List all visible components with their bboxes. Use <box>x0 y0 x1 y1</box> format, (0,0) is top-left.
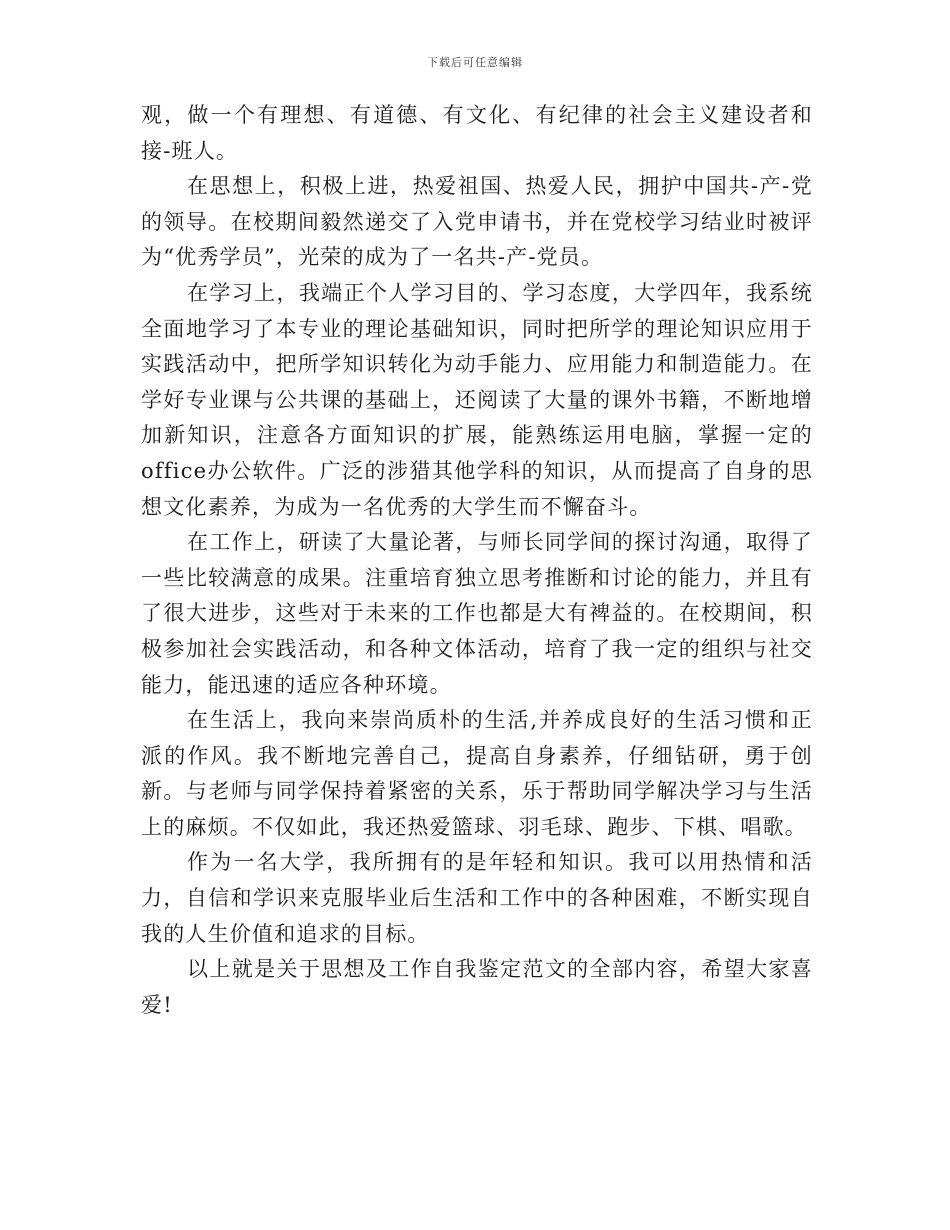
page-header: 下载后可任意编辑 <box>427 56 523 69</box>
paragraph-life: 在生活上，我向来崇尚质朴的生活,并养成良好的生活习惯和正派的作风。我不断地完善自己，提高自身素养，仔细钻研，勇于创新。与老师与同学保持着紧密的关系，乐于帮助同学解决学习与生活上的麻烦。不仅如此，我还热爱篮球、羽毛球、跑步、下棋、唱歌。 <box>141 708 813 839</box>
paragraph-work: 在工作上，研读了大量论著，与师长同学间的探讨沟通，取得了一些比较满意的成果。注重培育独立思考推断和讨论的能力，并且有了很大进步，这些对于未来的工作也都是大有裨益的。在校期间，积极参加社会实践活动，和各种文体活动，培育了我一定的组织与社交能力，能迅速的适应各种环境。 <box>141 530 813 697</box>
paragraph-study: 在学习上，我端正个人学习目的、学习态度，大学四年，我系统全面地学习了本专业的理论基础知识，同时把所学的理论知识应用于实践活动中，把所学知识转化为动手能力、应用能力和制造能力。在学好专业课与公共课的基础上，还阅读了大量的课外书籍，不断地增加新知识，注意各方面知识的扩展，能熟练运用电脑，掌握一定的office办公软件。广泛的涉猎其他学科的知识，从而提高了自身的思想文化素养，为成为一名优秀的大学生而不懈奋斗。 <box>141 280 813 519</box>
paragraph-closing: 以上就是关于思想及工作自我鉴定范文的全部内容，希望大家喜爱! <box>141 957 813 1017</box>
document-body <box>141 98 813 1023</box>
paragraph-summary: 作为一名大学，我所拥有的是年轻和知识。我可以用热情和活力，自信和学识来克服毕业后生活和工作中的各种困难，不断实现自我的人生价值和追求的目标。 <box>141 850 813 946</box>
paragraph-thought: 在思想上，积极上进，热爱祖国、热爱人民，拥护中国共-产-党的领导。在校期间毅然递交了入党申请书，并在党校学习结业时被评为“优秀学员”，光荣的成为了一名共-产-党员。 <box>141 174 813 270</box>
paragraph-continuation: 观，做一个有理想、有道德、有文化、有纪律的社会主义建设者和接-班人。 <box>141 103 813 163</box>
